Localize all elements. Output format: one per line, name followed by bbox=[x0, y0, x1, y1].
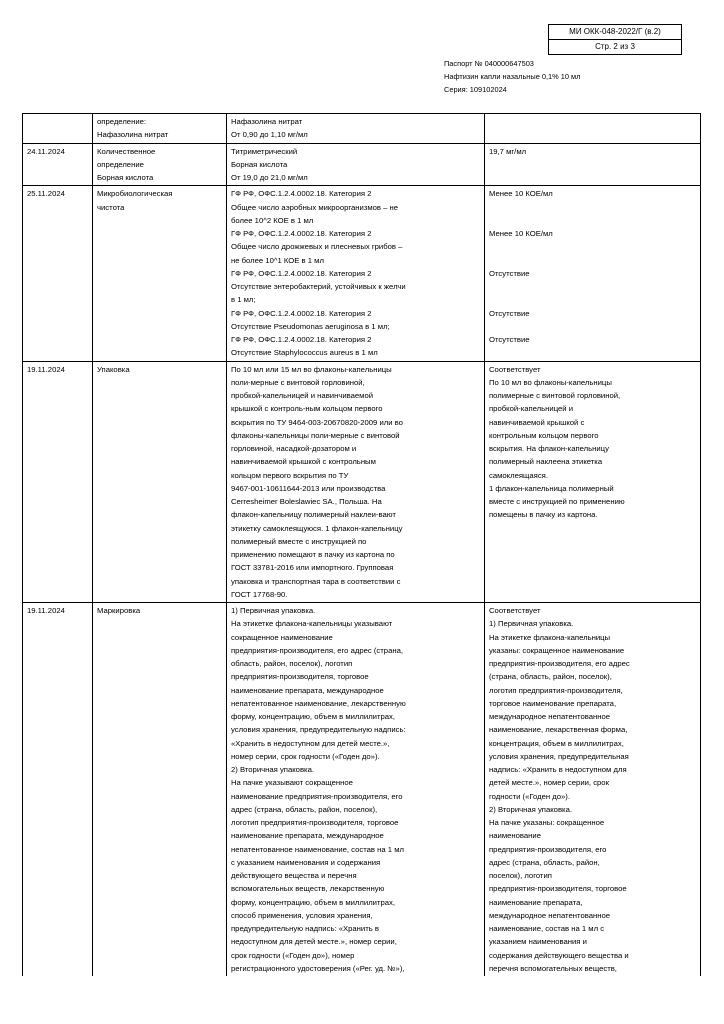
text-line: Соответствует bbox=[489, 606, 541, 615]
text-line: На пачке указывают сокращенное bbox=[231, 778, 353, 788]
text-line: вскрытия по ТУ 9464-003-20670820-2009 или во bbox=[231, 417, 403, 427]
result-cell bbox=[485, 603, 701, 977]
text-line: 19,7 мг/мл bbox=[489, 146, 527, 156]
text-line: 1) Первичная упаковка. bbox=[231, 606, 316, 615]
spacer bbox=[489, 280, 695, 307]
text-line: 19.11.2024 bbox=[27, 364, 65, 374]
table-row bbox=[23, 186, 701, 361]
text-line: наименование bbox=[489, 831, 541, 841]
text-line: адрес (страна, область, район, поселок), bbox=[231, 804, 378, 814]
text-line: непатентованное наименование, лекарственную bbox=[231, 698, 406, 708]
text-line: самоклеящаяся. bbox=[489, 470, 548, 480]
requirement-cell bbox=[227, 143, 485, 186]
text-line: наименование препарата, международное bbox=[231, 685, 384, 695]
text-line: По 10 мл во флаконы-капельницы bbox=[489, 377, 612, 387]
text-line: содержания действующего вещества и bbox=[489, 950, 629, 960]
text-line: Соответствует bbox=[489, 364, 541, 374]
text-line: сокращенное наименование bbox=[231, 632, 333, 642]
result-cell bbox=[485, 143, 701, 186]
text-line: логотип предприятия-производителя, bbox=[489, 685, 623, 695]
text-line: 19.11.2024 bbox=[27, 606, 65, 615]
text-line: Отсутствие Staphylococcus aureus в 1 мл bbox=[231, 348, 378, 358]
text-line: предприятия-производителя, торговое bbox=[489, 884, 627, 894]
text-line: (страна, область, район, поселок), bbox=[489, 672, 612, 682]
text-line: Маркировка bbox=[97, 606, 141, 615]
text-line: 9467-001-10611644-2013 или производства bbox=[231, 483, 386, 493]
text-line: поли-мерные с винтовой горловиной, bbox=[231, 377, 365, 387]
page-number: Стр. 2 из 3 bbox=[549, 39, 681, 54]
result-cell bbox=[485, 361, 701, 603]
text-line: форму, концентрацию, объем в миллилитрах, bbox=[231, 712, 396, 721]
text-line: полимерный вместе с инструкцией по bbox=[231, 536, 367, 546]
text-line: предупредительную надпись: «Хранить в bbox=[231, 924, 379, 933]
text-line: поселок), логотип bbox=[489, 871, 552, 880]
table-row bbox=[23, 114, 701, 144]
text-line: Борная кислота bbox=[231, 159, 288, 169]
text-line: Общее число дрожжевых и плесневых грибов – bbox=[231, 242, 403, 252]
series-number: Серия: 109102024 bbox=[444, 85, 507, 94]
text-line: действующего вещества и перечня bbox=[231, 871, 357, 880]
text-line: полимерный наклеена этикетка bbox=[489, 457, 603, 467]
text-line: в 1 мл; bbox=[231, 295, 256, 305]
passport-number: Паспорт № 040000647503 bbox=[444, 59, 534, 68]
text-line: контрольным кольцом первого bbox=[489, 430, 599, 440]
text-line: концентрация, объем в миллилитрах, bbox=[489, 738, 624, 748]
text-line: ГОСТ 33781-2016 или импортного. Групповая bbox=[231, 563, 394, 573]
text-line: определение: bbox=[97, 117, 147, 126]
text-line: регистрационного удостоверения («Рег. уд. №»), bbox=[231, 963, 405, 973]
text-line: 2) Вторичная упаковка. bbox=[231, 765, 314, 774]
test-name-cell bbox=[93, 603, 227, 977]
text-line: Нафазолина нитрат bbox=[97, 130, 169, 140]
text-line: На пачке указаны: сокращенное bbox=[489, 818, 605, 827]
text-line: Микробиологическая bbox=[97, 189, 173, 199]
document-code-box bbox=[548, 24, 682, 55]
text-line: надпись: «Хранить в недоступном для bbox=[489, 765, 627, 774]
text-line: наименование препарата, bbox=[489, 897, 583, 907]
text-line: От 0,90 до 1,10 мг/мл bbox=[231, 130, 308, 140]
text-line: наименование препарата, международное bbox=[231, 831, 384, 841]
text-line: Cerresheimer Boleslawiec SA., Польша. На bbox=[231, 497, 382, 506]
text-line: годности («Годен до»). bbox=[489, 791, 571, 801]
text-line: способ применения, условия хранения, bbox=[231, 910, 373, 920]
text-line: не более 10^1 КОЕ в 1 мл bbox=[231, 255, 324, 265]
text-line: условия хранения, предупредительную надпись: bbox=[231, 725, 406, 735]
test-name-cell bbox=[93, 114, 227, 144]
product-name: Нафтизин капли назальные 0,1% 10 мл bbox=[444, 72, 581, 81]
requirement-cell bbox=[227, 603, 485, 977]
text-line: Отсутствие bbox=[489, 268, 530, 278]
text-line: Менее 10 КОЕ/мл bbox=[489, 189, 553, 199]
text-line: с указанием наименования и содержания bbox=[231, 857, 381, 867]
result-cell bbox=[485, 186, 701, 361]
text-line: непатентованное наименование, состав на 1 мл bbox=[231, 844, 404, 854]
text-line: навинчиваемой крышкой с контрольным bbox=[231, 457, 376, 467]
text-line: Отсутствие bbox=[489, 335, 530, 344]
text-line: ГОСТ 17768-90. bbox=[231, 589, 288, 599]
date-cell bbox=[23, 143, 93, 186]
requirement-cell bbox=[227, 114, 485, 144]
text-line: 25.11.2024 bbox=[27, 189, 65, 199]
text-line: флаконы-капельницы поли-мерные с винтовой bbox=[231, 430, 400, 440]
text-line: ГФ РФ, ОФС.1.2.4.0002.18. Категория 2 bbox=[231, 229, 372, 238]
text-line: ГФ РФ, ОФС.1.2.4.0002.18. Категория 2 bbox=[231, 189, 372, 199]
text-line: кольцом первого вскрытия по ТУ bbox=[231, 470, 349, 480]
text-line: Упаковка bbox=[97, 364, 130, 374]
text-line: Нафазолина нитрат bbox=[231, 117, 303, 126]
text-line: форму, концентрацию, объем в миллилитрах, bbox=[231, 897, 396, 907]
requirement-cell bbox=[227, 361, 485, 603]
text-line: «Хранить в недоступном для детей месте.», bbox=[231, 738, 390, 748]
text-line: наименование, состав на 1 мл с bbox=[489, 924, 605, 933]
text-line: Менее 10 КОЕ/мл bbox=[489, 229, 553, 238]
text-line: предприятия-производителя, его адрес bbox=[489, 659, 630, 668]
text-line: чистота bbox=[97, 202, 125, 212]
text-line: 2) Вторичная упаковка. bbox=[489, 804, 572, 814]
text-line: вскрытия. На флакон-капельницу bbox=[489, 444, 609, 453]
text-line: На этикетке флакона-капельницы указывают bbox=[231, 619, 393, 629]
test-name-cell bbox=[93, 361, 227, 603]
text-line: ГФ РФ, ОФС.1.2.4.0002.18. Категория 2 bbox=[231, 268, 372, 278]
table-row bbox=[23, 143, 701, 186]
text-line: вместе с инструкцией по применению bbox=[489, 497, 625, 506]
text-line: 1 флакон-капельница полимерный bbox=[489, 483, 614, 493]
result-cell bbox=[485, 114, 701, 144]
text-line: упаковка и транспортная тара в соответствии с bbox=[231, 576, 401, 586]
text-line: навинчиваемой крышкой с bbox=[489, 417, 585, 427]
text-line: пробкой-капельницей и bbox=[489, 404, 574, 414]
text-line: Количественное bbox=[97, 146, 156, 156]
text-line: область, район, поселок), логотип bbox=[231, 659, 353, 668]
text-line: Отсутствие bbox=[489, 308, 530, 318]
text-line: применению помещают в пачку из картона по bbox=[231, 550, 395, 559]
text-line: наименование, лекарственная форма, bbox=[489, 725, 628, 735]
table-row bbox=[23, 603, 701, 977]
text-line: 1) Первичная упаковка. bbox=[489, 619, 574, 629]
spacer bbox=[489, 201, 695, 228]
document-code: МИ ОКК-048-2022/Г (в.2) bbox=[569, 27, 661, 36]
text-line: адрес (страна, область, район, bbox=[489, 857, 600, 867]
text-line: От 19,0 до 21,0 мг/мл bbox=[231, 173, 308, 182]
text-line: перечня вспомогательных веществ, bbox=[489, 963, 617, 973]
text-line: международное непатентованное bbox=[489, 712, 611, 721]
text-line: Отсутствие энтеробактерий, устойчивых к желчи bbox=[231, 282, 406, 291]
text-line: Общее число аэробных микроорганизмов – не bbox=[231, 202, 399, 212]
text-line: определение bbox=[97, 159, 144, 169]
text-line: предприятия-производителя, его адрес (страна, bbox=[231, 645, 403, 655]
text-line: полимерные с винтовой горловиной, bbox=[489, 391, 621, 400]
text-line: предприятия-производителя, его bbox=[489, 844, 607, 854]
text-line: 24.11.2024 bbox=[27, 146, 65, 156]
text-line: недоступном для детей месте.», номер серии, bbox=[231, 937, 397, 947]
date-cell bbox=[23, 361, 93, 603]
test-name-cell bbox=[93, 143, 227, 186]
text-line: пробкой-капельницей и навинчиваемой bbox=[231, 391, 374, 400]
text-line: горловиной, насадкой-дозатором и bbox=[231, 444, 357, 453]
text-line: этикетку самоклеящуюся. 1 флакон-капельницу bbox=[231, 523, 403, 533]
text-line: номер серии, срок годности («Годен до»). bbox=[231, 751, 380, 761]
table-row bbox=[23, 361, 701, 603]
text-line: Титриметрический bbox=[231, 146, 298, 156]
text-line: Борная кислота bbox=[97, 173, 154, 182]
text-line: предприятия-производителя, торговое bbox=[231, 672, 369, 682]
text-line: срок годности («Годен до»), номер bbox=[231, 950, 355, 960]
text-line: На этикетке флакона-капельницы bbox=[489, 632, 611, 642]
text-line: международное непатентованное bbox=[489, 910, 611, 920]
text-line: логотип предприятия-производителя, торговое bbox=[231, 818, 399, 827]
text-line: условия хранения, предупредительная bbox=[489, 751, 629, 761]
text-line: ГФ РФ, ОФС.1.2.4.0002.18. Категория 2 bbox=[231, 335, 372, 344]
text-line: торговое наименование препарата, bbox=[489, 698, 617, 708]
text-line: вспомогательных веществ, лекарственную bbox=[231, 884, 385, 894]
requirement-cell bbox=[227, 186, 485, 361]
passport-block bbox=[444, 57, 580, 96]
text-line: наименование предприятия-производителя, его bbox=[231, 791, 403, 801]
text-line: указаны: сокращенное наименование bbox=[489, 645, 625, 655]
text-line: крышкой с контроль-ным кольцом первого bbox=[231, 404, 383, 414]
text-line: ГФ РФ, ОФС.1.2.4.0002.18. Категория 2 bbox=[231, 308, 372, 318]
text-line: Отсутствие Pseudomonas aeruginosa в 1 мл; bbox=[231, 321, 390, 331]
spacer bbox=[489, 240, 695, 267]
date-cell bbox=[23, 186, 93, 361]
text-line: По 10 мл или 15 мл во флаконы-капельницы bbox=[231, 364, 392, 374]
text-line: более 10^2 КОЕ в 1 мл bbox=[231, 215, 314, 225]
text-line: детей месте.», номер серии, срок bbox=[489, 778, 609, 788]
spacer bbox=[489, 320, 695, 333]
text-line: флакон-капельницу полимерный наклеи-вают bbox=[231, 510, 396, 520]
test-name-cell bbox=[93, 186, 227, 361]
text-line: указанием наименования и bbox=[489, 937, 587, 947]
test-results-table bbox=[22, 113, 701, 976]
text-line: помещены в пачку из картона. bbox=[489, 510, 598, 520]
date-cell bbox=[23, 603, 93, 977]
date-cell bbox=[23, 114, 93, 144]
